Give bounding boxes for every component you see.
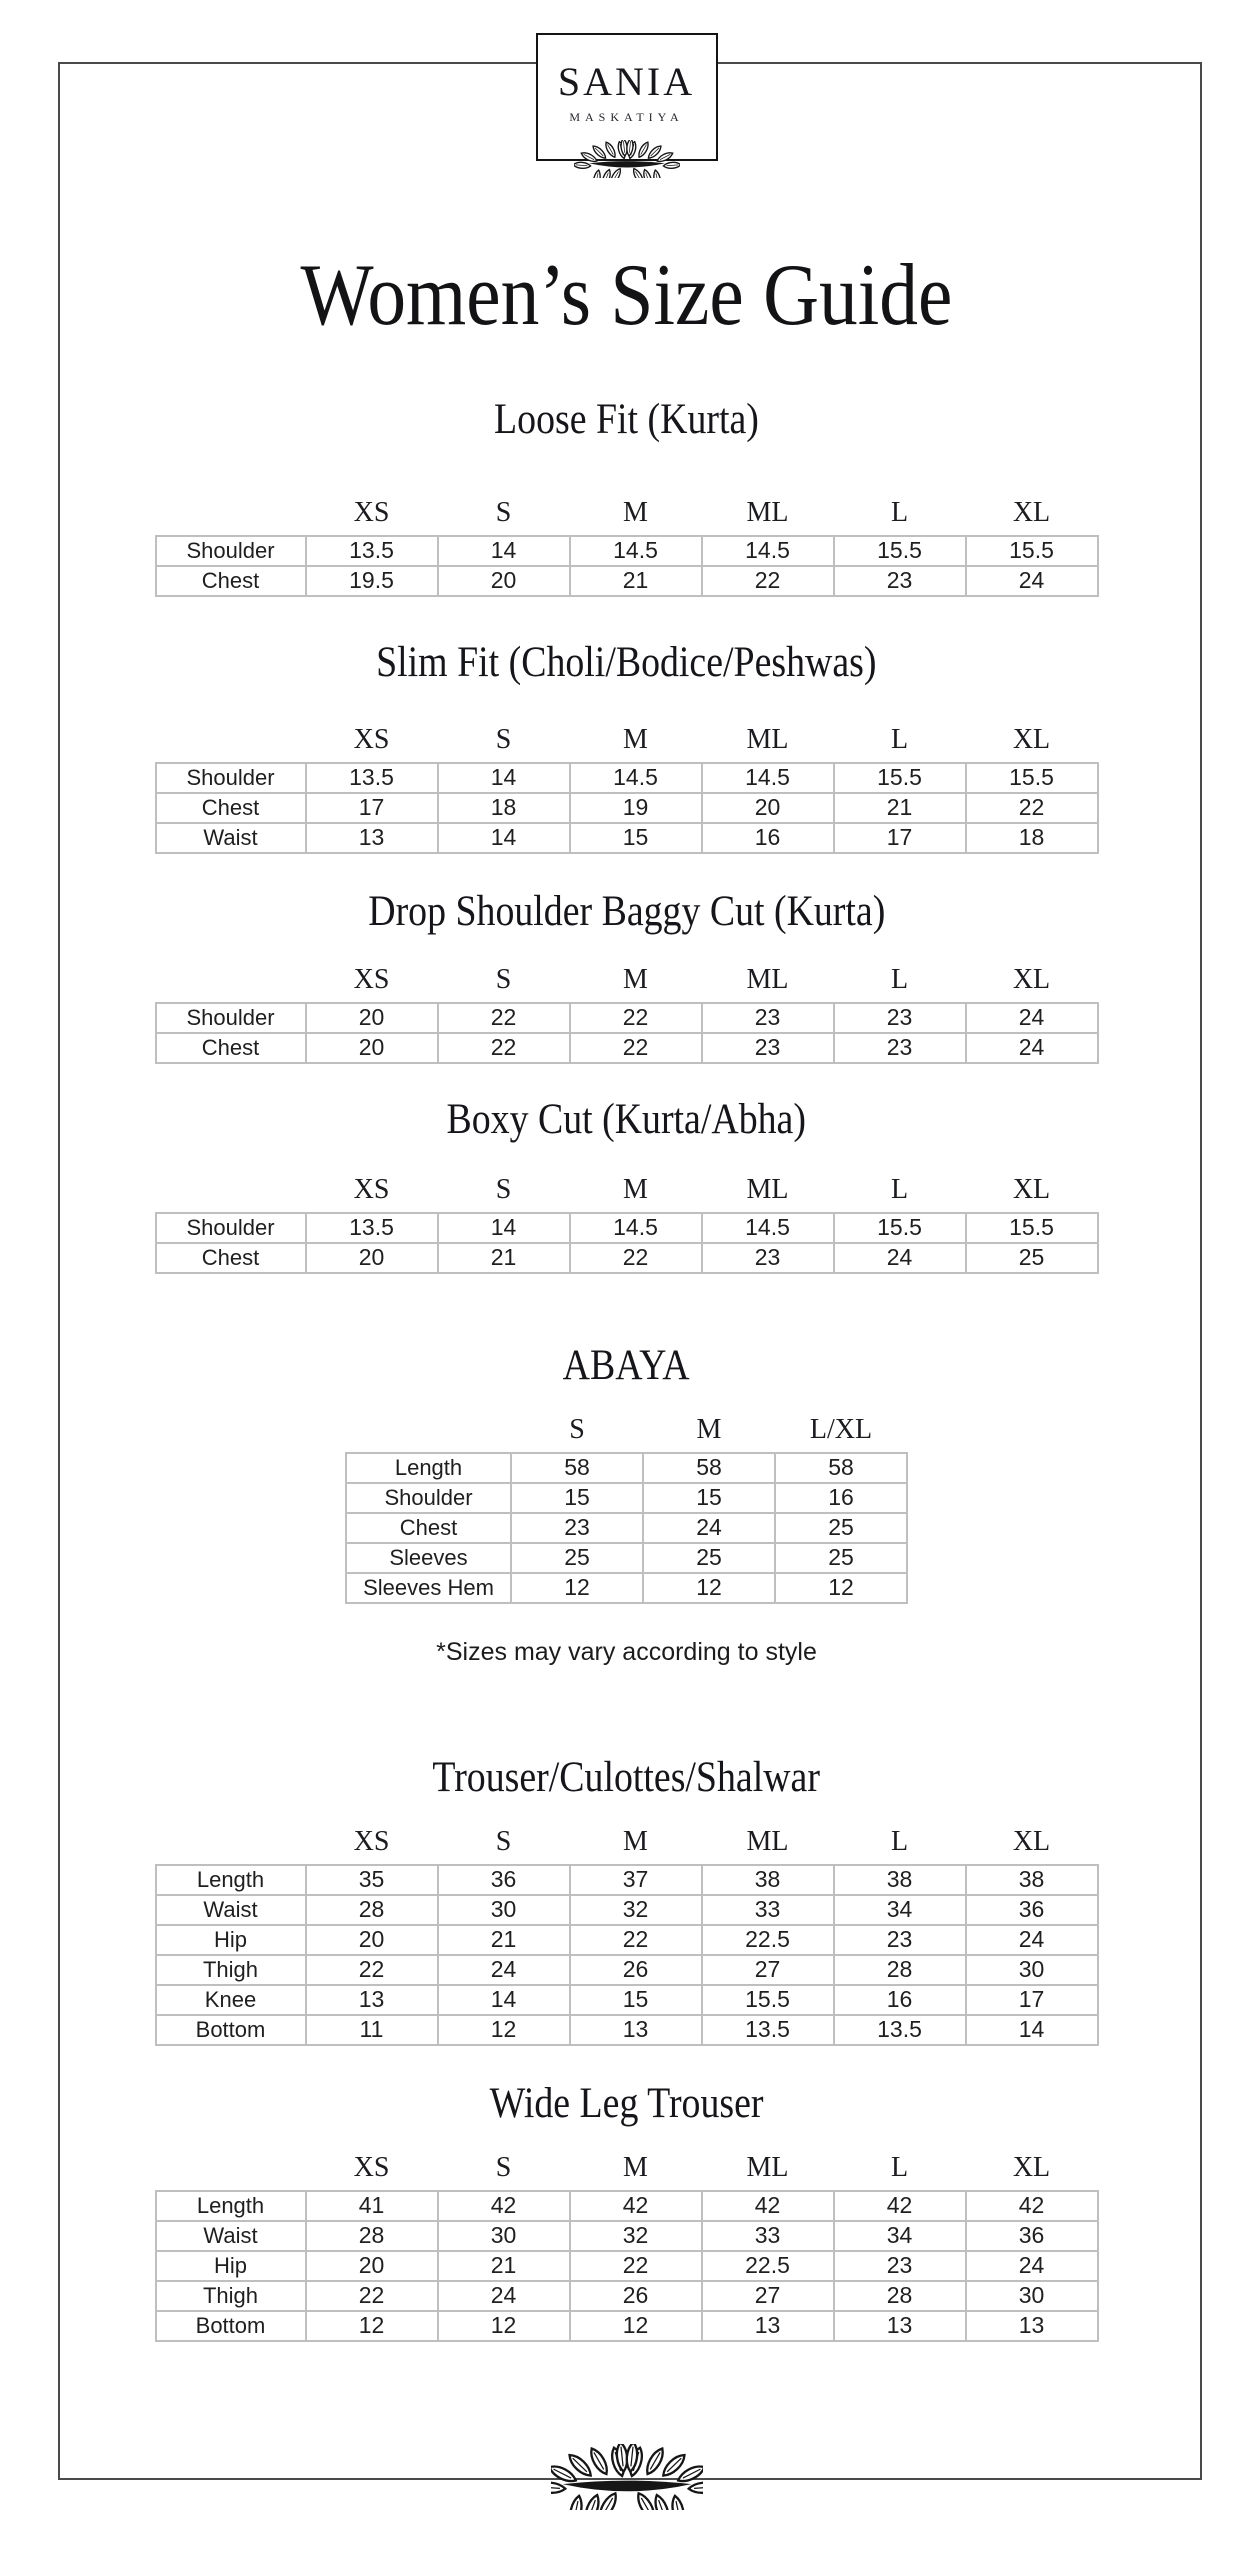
size-table [155,964,1099,1064]
size-value: 24 [643,1513,775,1543]
size-value: 25 [643,1543,775,1573]
size-value: 14 [438,823,570,853]
row-label: Shoulder [346,1483,511,1513]
size-value: 13 [570,2015,702,2045]
laurel-ornament-icon [574,140,680,178]
size-value: 38 [966,1865,1098,1895]
size-column-header: L [890,1173,909,1205]
size-guide-section [0,1095,1253,1274]
size-value: 58 [643,1453,775,1483]
size-value: 12 [438,2311,570,2341]
size-value: 20 [702,793,834,823]
table-row [156,1243,1098,1273]
size-value: 24 [438,1955,570,1985]
table-row [156,1865,1098,1895]
table-row [156,1895,1098,1925]
size-guide-section [0,395,1253,597]
size-value: 15 [643,1483,775,1513]
size-value: 23 [511,1513,643,1543]
size-value: 42 [966,2191,1098,2221]
header-spacer [156,724,306,763]
size-column-header: S [495,1173,512,1205]
size-value: 38 [834,1865,966,1895]
size-value: 12 [438,2015,570,2045]
row-label: Knee [156,1985,306,2015]
size-value: 15.5 [834,763,966,793]
table-row [346,1573,907,1603]
size-column-header: XL [1012,963,1051,995]
size-value: 42 [702,2191,834,2221]
table-row [346,1483,907,1513]
size-value: 17 [834,823,966,853]
size-value: 32 [570,2221,702,2251]
size-value: 11 [306,2015,438,2045]
table-row [156,1955,1098,1985]
size-column-header: L [890,2151,909,2183]
table-row [156,2221,1098,2251]
size-value: 13 [306,823,438,853]
table-row [156,1925,1098,1955]
brand-subname: MASKATIYA [569,110,684,124]
size-column-header: XS [353,963,390,995]
size-value: 23 [834,566,966,596]
size-value: 30 [966,1955,1098,1985]
size-value: 17 [306,793,438,823]
size-column-header: S [495,1825,512,1857]
size-value: 15.5 [834,1213,966,1243]
row-label: Chest [156,1033,306,1063]
size-value: 16 [775,1483,907,1513]
table-row [346,1513,907,1543]
size-value: 20 [438,566,570,596]
size-value: 42 [834,2191,966,2221]
size-guide-section [0,887,1253,1064]
size-column-header: ML [746,2151,789,2183]
row-label: Length [156,1865,306,1895]
size-value: 14 [438,536,570,566]
size-value: 23 [834,1925,966,1955]
row-label: Shoulder [156,536,306,566]
size-value: 20 [306,2251,438,2281]
size-value: 12 [570,2311,702,2341]
size-value: 13.5 [702,2015,834,2045]
size-table [155,2152,1099,2342]
table-row [156,1213,1098,1243]
table-row [156,566,1098,596]
table-row [156,2281,1098,2311]
row-label: Shoulder [156,1003,306,1033]
size-column-header: S [495,963,512,995]
size-value: 24 [966,1033,1098,1063]
size-column-header: M [623,1825,648,1857]
size-value: 26 [570,2281,702,2311]
size-value: 34 [834,1895,966,1925]
size-table [345,1414,908,1604]
row-label: Waist [156,1895,306,1925]
row-label: Waist [156,2221,306,2251]
row-label: Length [156,2191,306,2221]
size-column-header: ML [746,1173,789,1205]
size-value: 24 [966,2251,1098,2281]
size-value: 23 [702,1243,834,1273]
table-row [156,2015,1098,2045]
size-value: 21 [438,1243,570,1273]
row-label: Chest [346,1513,511,1543]
size-value: 20 [306,1003,438,1033]
size-value: 14.5 [702,1213,834,1243]
size-value: 14.5 [570,1213,702,1243]
size-value: 14.5 [570,536,702,566]
size-value: 13 [834,2311,966,2341]
size-value: 23 [834,1033,966,1063]
size-guide-section [0,1341,1253,1604]
size-value: 13 [702,2311,834,2341]
size-value: 35 [306,1865,438,1895]
size-value: 12 [306,2311,438,2341]
row-label: Thigh [156,2281,306,2311]
size-value: 27 [702,1955,834,1985]
size-value: 22.5 [702,1925,834,1955]
size-value: 24 [438,2281,570,2311]
row-label: Shoulder [156,1213,306,1243]
size-value: 22 [966,793,1098,823]
row-label: Chest [156,1243,306,1273]
section-title: Wide Leg Trouser [489,2079,764,2127]
size-value: 21 [834,793,966,823]
table-row [346,1453,907,1483]
size-value: 30 [438,1895,570,1925]
row-label: Length [346,1453,511,1483]
table-row [156,1033,1098,1063]
size-column-header: ML [746,1825,789,1857]
size-value: 13.5 [834,2015,966,2045]
size-value: 36 [966,2221,1098,2251]
size-value: 24 [834,1243,966,1273]
size-column-header: M [696,1413,722,1445]
size-value: 21 [438,1925,570,1955]
size-value: 12 [511,1573,643,1603]
size-value: 36 [966,1895,1098,1925]
size-table [155,724,1099,854]
size-value: 28 [306,2221,438,2251]
size-column-header: XL [1012,496,1051,528]
size-value: 25 [775,1513,907,1543]
row-label: Hip [156,1925,306,1955]
header-spacer [156,1826,306,1865]
size-column-header: M [623,723,648,755]
size-value: 30 [438,2221,570,2251]
size-column-header: M [623,496,648,528]
size-column-header: S [495,723,512,755]
size-value: 58 [511,1453,643,1483]
size-column-header: XL [1012,723,1051,755]
row-label: Chest [156,566,306,596]
row-label: Waist [156,823,306,853]
size-value: 30 [966,2281,1098,2311]
size-table [155,1174,1099,1274]
size-column-header: M [623,963,648,995]
size-value: 22 [570,1003,702,1033]
size-value: 21 [570,566,702,596]
size-column-header: L [890,723,909,755]
size-value: 15.5 [966,536,1098,566]
table-row [156,823,1098,853]
laurel-ornament-icon [551,2444,703,2510]
header-spacer [346,1414,511,1453]
size-value: 13.5 [306,763,438,793]
size-column-header: XL [1012,2151,1051,2183]
size-value: 22 [306,1955,438,1985]
size-value: 24 [966,1925,1098,1955]
size-value: 24 [966,566,1098,596]
size-value: 15 [570,823,702,853]
size-value: 58 [775,1453,907,1483]
size-value: 41 [306,2191,438,2221]
size-value: 15 [511,1483,643,1513]
size-column-header: XL [1012,1173,1051,1205]
size-value: 22 [570,1243,702,1273]
size-note: *Sizes may vary according to style [436,1637,817,1666]
size-guide-section [0,2079,1253,2342]
row-label: Hip [156,2251,306,2281]
header-spacer [156,964,306,1003]
size-value: 38 [702,1865,834,1895]
size-value: 16 [834,1985,966,2015]
size-value: 14.5 [702,763,834,793]
table-row [156,763,1098,793]
section-title: ABAYA [563,1341,690,1389]
size-value: 18 [966,823,1098,853]
size-value: 23 [702,1033,834,1063]
page-title-text: Women’s Size Guide [300,247,953,344]
size-value: 25 [966,1243,1098,1273]
size-value: 15 [570,1985,702,2015]
size-value: 16 [702,823,834,853]
size-column-header: L [890,1825,909,1857]
size-column-header: M [623,1173,648,1205]
size-column-header: XS [353,2151,390,2183]
size-value: 13.5 [306,1213,438,1243]
size-value: 15.5 [966,1213,1098,1243]
table-row [156,1003,1098,1033]
size-value: 22 [306,2281,438,2311]
size-value: 25 [775,1543,907,1573]
table-row [156,2251,1098,2281]
row-label: Thigh [156,1955,306,1985]
size-value: 33 [702,1895,834,1925]
size-value: 42 [570,2191,702,2221]
size-value: 14 [966,2015,1098,2045]
size-value: 22 [570,2251,702,2281]
size-value: 21 [438,2251,570,2281]
size-value: 12 [775,1573,907,1603]
size-value: 13 [306,1985,438,2015]
table-row [346,1543,907,1573]
table-row [156,1985,1098,2015]
size-value: 27 [702,2281,834,2311]
table-row [156,536,1098,566]
size-value: 28 [834,1955,966,1985]
row-label: Sleeves [346,1543,511,1573]
size-value: 15.5 [702,1985,834,2015]
size-value: 22 [570,1033,702,1063]
size-value: 20 [306,1243,438,1273]
size-value: 13 [966,2311,1098,2341]
size-guide-section [0,638,1253,854]
row-label: Bottom [156,2015,306,2045]
size-value: 24 [966,1003,1098,1033]
size-column-header: XS [353,723,390,755]
section-title: Drop Shoulder Baggy Cut (Kurta) [367,887,886,935]
row-label: Shoulder [156,763,306,793]
size-value: 25 [511,1543,643,1573]
size-value: 18 [438,793,570,823]
brand-logo [536,33,718,161]
size-column-header: L/XL [809,1413,873,1445]
size-value: 23 [834,1003,966,1033]
size-value: 32 [570,1895,702,1925]
section-title: Loose Fit (Kurta) [494,395,759,443]
size-value: 15.5 [834,536,966,566]
size-value: 12 [643,1573,775,1603]
size-value: 22 [570,1925,702,1955]
size-column-header: XS [353,496,390,528]
section-title: Slim Fit (Choli/Bodice/Peshwas) [376,638,877,686]
row-label: Sleeves Hem [346,1573,511,1603]
table-row [156,2191,1098,2221]
size-value: 15.5 [966,763,1098,793]
size-value: 42 [438,2191,570,2221]
size-value: 20 [306,1925,438,1955]
size-value: 28 [834,2281,966,2311]
size-value: 36 [438,1865,570,1895]
size-column-header: S [495,496,512,528]
size-column-header: ML [746,723,789,755]
size-column-header: ML [746,496,789,528]
header-spacer [156,2152,306,2191]
size-value: 37 [570,1865,702,1895]
row-label: Chest [156,793,306,823]
size-value: 22 [702,566,834,596]
size-column-header: S [495,2151,512,2183]
size-value: 23 [834,2251,966,2281]
size-value: 17 [966,1985,1098,2015]
size-value: 33 [702,2221,834,2251]
size-column-header: XS [353,1173,390,1205]
size-value: 19.5 [306,566,438,596]
size-value: 14 [438,1213,570,1243]
table-row [156,793,1098,823]
size-value: 26 [570,1955,702,1985]
size-guide-content [0,395,1253,2342]
size-value: 23 [702,1003,834,1033]
size-column-header: XS [353,1825,390,1857]
size-value: 22 [438,1033,570,1063]
size-value: 14 [438,1985,570,2015]
size-column-header: S [569,1413,585,1445]
table-row [156,2311,1098,2341]
section-title: Boxy Cut (Kurta/Abha) [446,1095,807,1143]
size-column-header: M [623,2151,648,2183]
size-value: 20 [306,1033,438,1063]
size-value: 14.5 [702,536,834,566]
size-value: 14 [438,763,570,793]
size-value: 14.5 [570,763,702,793]
header-spacer [156,1174,306,1213]
size-guide-section [0,1753,1253,2046]
brand-name: SANIA [557,59,696,104]
size-value: 13.5 [306,536,438,566]
size-value: 22.5 [702,2251,834,2281]
size-value: 22 [438,1003,570,1033]
section-title: Trouser/Culottes/Shalwar [432,1753,821,1801]
row-label: Bottom [156,2311,306,2341]
size-value: 34 [834,2221,966,2251]
size-table [155,497,1099,597]
size-column-header: XL [1012,1825,1051,1857]
size-value: 28 [306,1895,438,1925]
size-column-header: L [890,496,909,528]
size-value: 19 [570,793,702,823]
size-column-header: ML [746,963,789,995]
size-table [155,1826,1099,2046]
header-spacer [156,497,306,536]
size-column-header: L [890,963,909,995]
